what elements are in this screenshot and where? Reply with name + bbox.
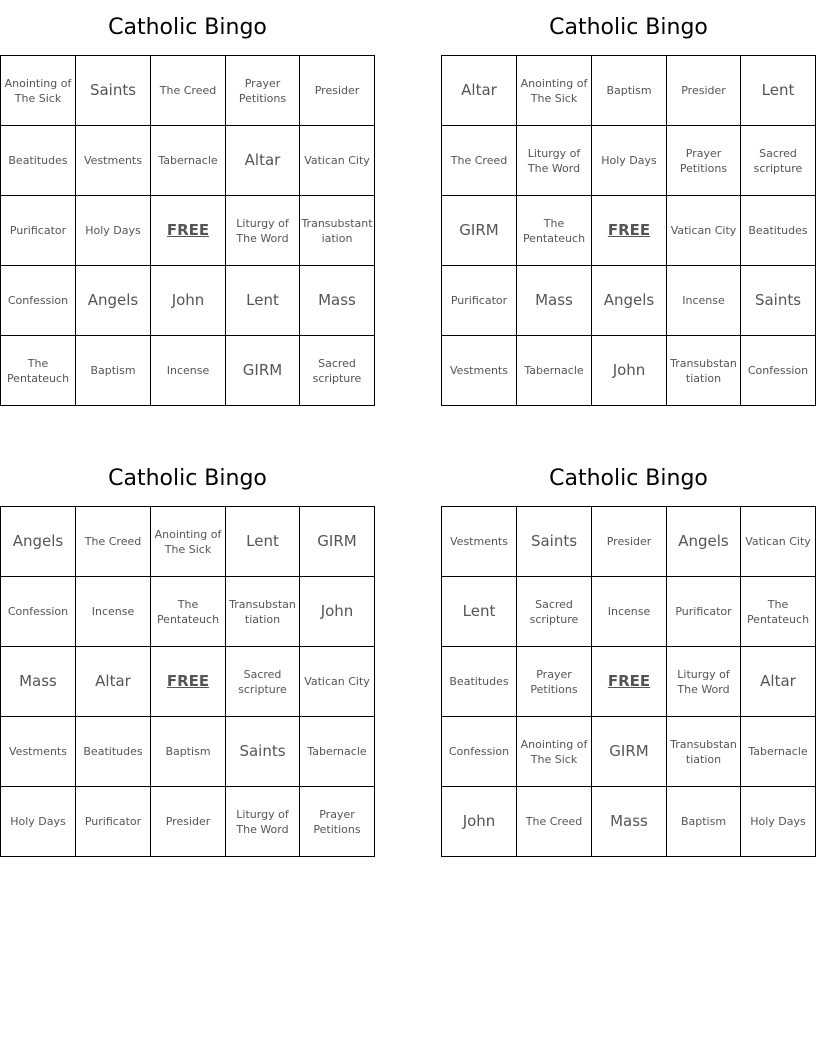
bingo-cell: Holy Days: [592, 126, 667, 196]
bingo-cell: Purificator: [667, 577, 741, 647]
bingo-cell: Incense: [76, 577, 151, 647]
bingo-cell: Vestments: [442, 507, 517, 577]
bingo-cell: Transubstantiation: [667, 717, 741, 787]
bingo-cell: Sacred scripture: [741, 126, 816, 196]
bingo-cell: Presider: [151, 787, 226, 857]
bingo-cell: Angels: [667, 507, 741, 577]
bingo-cell: The Creed: [151, 56, 226, 126]
bingo-cell: Anointing of The Sick: [1, 56, 76, 126]
bingo-cell: Liturgy of The Word: [226, 787, 300, 857]
bingo-cell: Lent: [226, 266, 300, 336]
bingo-cell: Confession: [442, 717, 517, 787]
bingo-cell: Prayer Petitions: [300, 787, 375, 857]
bingo-cell: Holy Days: [76, 196, 151, 266]
bingo-cell: John: [300, 577, 375, 647]
bingo-cell: John: [151, 266, 226, 336]
bingo-cell: Sacred scripture: [226, 647, 300, 717]
bingo-cell: Liturgy of The Word: [667, 647, 741, 717]
bingo-grid: [0, 506, 375, 857]
bingo-cell: Vatican City: [667, 196, 741, 266]
bingo-cell: Vestments: [442, 336, 517, 406]
bingo-cell: Liturgy of The Word: [517, 126, 592, 196]
bingo-cell: Sacred scripture: [300, 336, 375, 406]
bingo-cell: Mass: [517, 266, 592, 336]
bingo-card-1: [0, 0, 375, 406]
bingo-cell: Mass: [1, 647, 76, 717]
bingo-cell: The Creed: [517, 787, 592, 857]
bingo-cell: The Pentateuch: [517, 196, 592, 266]
bingo-cell: Prayer Petitions: [517, 647, 592, 717]
bingo-cell: Purificator: [76, 787, 151, 857]
bingo-cell: Beatitudes: [442, 647, 517, 717]
bingo-cell: John: [442, 787, 517, 857]
bingo-cell: Transubstantiation: [667, 336, 741, 406]
bingo-cell: Tabernacle: [517, 336, 592, 406]
bingo-cell: Liturgy of The Word: [226, 196, 300, 266]
bingo-cell: Angels: [592, 266, 667, 336]
bingo-cell: Altar: [76, 647, 151, 717]
bingo-cell: GIRM: [592, 717, 667, 787]
bingo-cell: Vatican City: [741, 507, 816, 577]
bingo-cell: Saints: [76, 56, 151, 126]
bingo-cell: Presider: [592, 507, 667, 577]
bingo-cell-free: FREE: [592, 647, 667, 717]
bingo-cell: Anointing of The Sick: [151, 507, 226, 577]
bingo-cell: Lent: [442, 577, 517, 647]
bingo-cell: Anointing of The Sick: [517, 717, 592, 787]
bingo-cell: Holy Days: [741, 787, 816, 857]
bingo-cell: Angels: [1, 507, 76, 577]
bingo-cell: Baptism: [667, 787, 741, 857]
bingo-cell-free: FREE: [151, 196, 226, 266]
card-title: Catholic Bingo: [108, 15, 267, 40]
bingo-cell: Purificator: [1, 196, 76, 266]
bingo-cell: The Creed: [76, 507, 151, 577]
bingo-cell: Holy Days: [1, 787, 76, 857]
bingo-cell: Baptism: [76, 336, 151, 406]
bingo-cell: Confession: [1, 577, 76, 647]
bingo-cell: Altar: [741, 647, 816, 717]
bingo-cell: GIRM: [442, 196, 517, 266]
bingo-cell: The Creed: [442, 126, 517, 196]
bingo-cell: Confession: [1, 266, 76, 336]
bingo-cell: Vatican City: [300, 126, 375, 196]
bingo-cell: Transubstantiation: [300, 196, 375, 266]
bingo-cell: Beatitudes: [741, 196, 816, 266]
card-title: Catholic Bingo: [108, 466, 267, 491]
bingo-cell: Mass: [592, 787, 667, 857]
bingo-cell: Transubstantiation: [226, 577, 300, 647]
bingo-cell: Incense: [667, 266, 741, 336]
bingo-card-3: [0, 451, 375, 857]
bingo-cell: Beatitudes: [76, 717, 151, 787]
bingo-cell: The Pentateuch: [741, 577, 816, 647]
bingo-cell: Tabernacle: [151, 126, 226, 196]
bingo-grid: [441, 55, 816, 406]
bingo-cell: Altar: [442, 56, 517, 126]
bingo-cell: Lent: [226, 507, 300, 577]
bingo-cell: Incense: [592, 577, 667, 647]
bingo-cell: Saints: [517, 507, 592, 577]
bingo-cell: GIRM: [300, 507, 375, 577]
bingo-cell: The Pentateuch: [151, 577, 226, 647]
bingo-cell: Vestments: [76, 126, 151, 196]
bingo-cell: Tabernacle: [300, 717, 375, 787]
bingo-cell: Tabernacle: [741, 717, 816, 787]
bingo-cell: Mass: [300, 266, 375, 336]
bingo-cell: Baptism: [592, 56, 667, 126]
bingo-cell: Beatitudes: [1, 126, 76, 196]
bingo-cell: Saints: [741, 266, 816, 336]
bingo-cell: Saints: [226, 717, 300, 787]
bingo-cell: Prayer Petitions: [667, 126, 741, 196]
card-title: Catholic Bingo: [549, 15, 708, 40]
bingo-cell: Sacred scripture: [517, 577, 592, 647]
bingo-card-2: [441, 0, 816, 406]
bingo-grid: [0, 55, 375, 406]
bingo-cell: Lent: [741, 56, 816, 126]
bingo-cell: Altar: [226, 126, 300, 196]
bingo-cell: Prayer Petitions: [226, 56, 300, 126]
bingo-cell: Presider: [667, 56, 741, 126]
bingo-cell: Purificator: [442, 266, 517, 336]
bingo-cell: Confession: [741, 336, 816, 406]
bingo-cell: Presider: [300, 56, 375, 126]
bingo-cell: GIRM: [226, 336, 300, 406]
bingo-card-4: [441, 451, 816, 857]
bingo-cell: Baptism: [151, 717, 226, 787]
bingo-cell: The Pentateuch: [1, 336, 76, 406]
bingo-cell-free: FREE: [151, 647, 226, 717]
bingo-cell: Vatican City: [300, 647, 375, 717]
card-title: Catholic Bingo: [549, 466, 708, 491]
bingo-cell: John: [592, 336, 667, 406]
bingo-cell: Anointing of The Sick: [517, 56, 592, 126]
bingo-cell: Incense: [151, 336, 226, 406]
bingo-cell: Angels: [76, 266, 151, 336]
bingo-cell: Vestments: [1, 717, 76, 787]
bingo-grid: [441, 506, 816, 857]
bingo-cell-free: FREE: [592, 196, 667, 266]
